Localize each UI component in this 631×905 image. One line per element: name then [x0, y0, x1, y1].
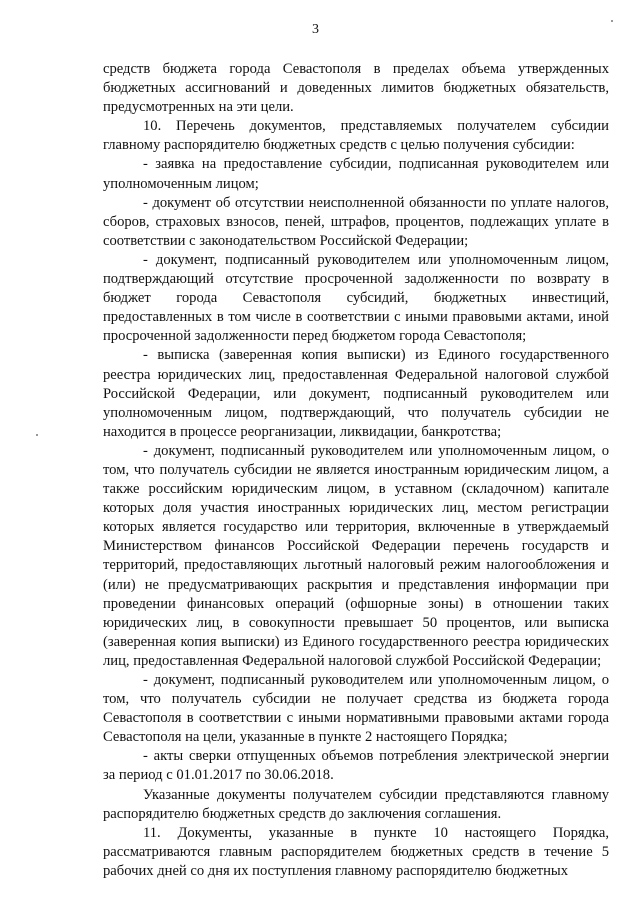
paragraph: - документ, подписанный руководителем или уполномоченным лицом, подтверждающий отсутствие просроченной задолженности по возврату в бюджет города Севастополя субсидий, бюджетных инвестиций, предоставленных в том числе в соответствии с иными правовыми актами, иной просроченной задолженности перед бюджетом города Севастополя; — [103, 251, 609, 345]
paragraph: - акты сверки отпущенных объемов потребления электрической энергии за период с 01.01.2017 по 30.06.2018. — [103, 748, 609, 784]
paragraph: 11. Документы, указанные в пункте 10 настоящего Порядка, рассматриваются главным распорядителем бюджетных средств в течение 5 рабочих дней со дня их поступления главному распорядителю бюджетных — [103, 824, 609, 879]
paragraph: Указанные документы получателем субсидии представляются главному распорядителю бюджетных средств до заключения соглашения. — [103, 786, 609, 822]
scan-speck — [36, 434, 38, 436]
paragraph: средств бюджета города Севастополя в пределах объема утвержденных бюджетных ассигнований и доведенных лимитов бюджетных обязательств, предусмотренных на эти цели. — [103, 61, 609, 116]
paragraph: - выписка (заверенная копия выписки) из Единого государственного реестра юридических лиц, предоставленная Федеральной налоговой службой Российской Федерации, или документ, подписанный руководителем или уполномоченным лицом, подтверждающий, что получатель субсидии не находится в процессе реорганизации, ликвидации, банкротства; — [103, 347, 609, 440]
scan-speck — [611, 20, 613, 22]
paragraph: - документ, подписанный руководителем или уполномоченным лицом, о том, что получатель субсидии не получает средства из бюджета города Севастополя в соответствии с иными нормативными правовыми актами города Севастополя на цели, указанные в пункте 2 настоящего Порядка; — [103, 672, 609, 746]
paragraph: - заявка на предоставление субсидии, подписанная руководителем или уполномоченным лицом; — [103, 156, 609, 192]
page-number: 3 — [312, 22, 319, 37]
document-body — [103, 60, 609, 881]
paragraph: - документ, подписанный руководителем или уполномоченным лицом, о том, что получатель субсидии не является иностранным юридическим лицом, а также российским юридическим лицом, в уставном (складочном) капитале которых доля участия иностранных юридических лиц, местом регистрации которых является государство или территория, включенные в утверждаемый Министерством финансов Российской Федерации перечень государств и территорий, предоставляющих льготный налоговый режим налогообложения и (или) не предусматривающих раскрытия и представления информации при проведении финансовых операций (офшорные зоны) в отношении таких юридических лиц, в совокупности превышает 50 процентов, или выписка (заверенная копия выписки) из Единого государственного реестра юридических лиц, предоставленная Федеральной налоговой службой Российской Федерации; — [103, 442, 609, 669]
paragraph: - документ об отсутствии неисполненной обязанности по уплате налогов, сборов, страховых взносов, пеней, штрафов, процентов, подлежащих уплате в соответствии с законодательством Российской Федерации; — [103, 194, 609, 249]
paragraph: 10. Перечень документов, представляемых получателем субсидии главному распорядителю бюджетных средств с целью получения субсидии: — [103, 118, 609, 154]
